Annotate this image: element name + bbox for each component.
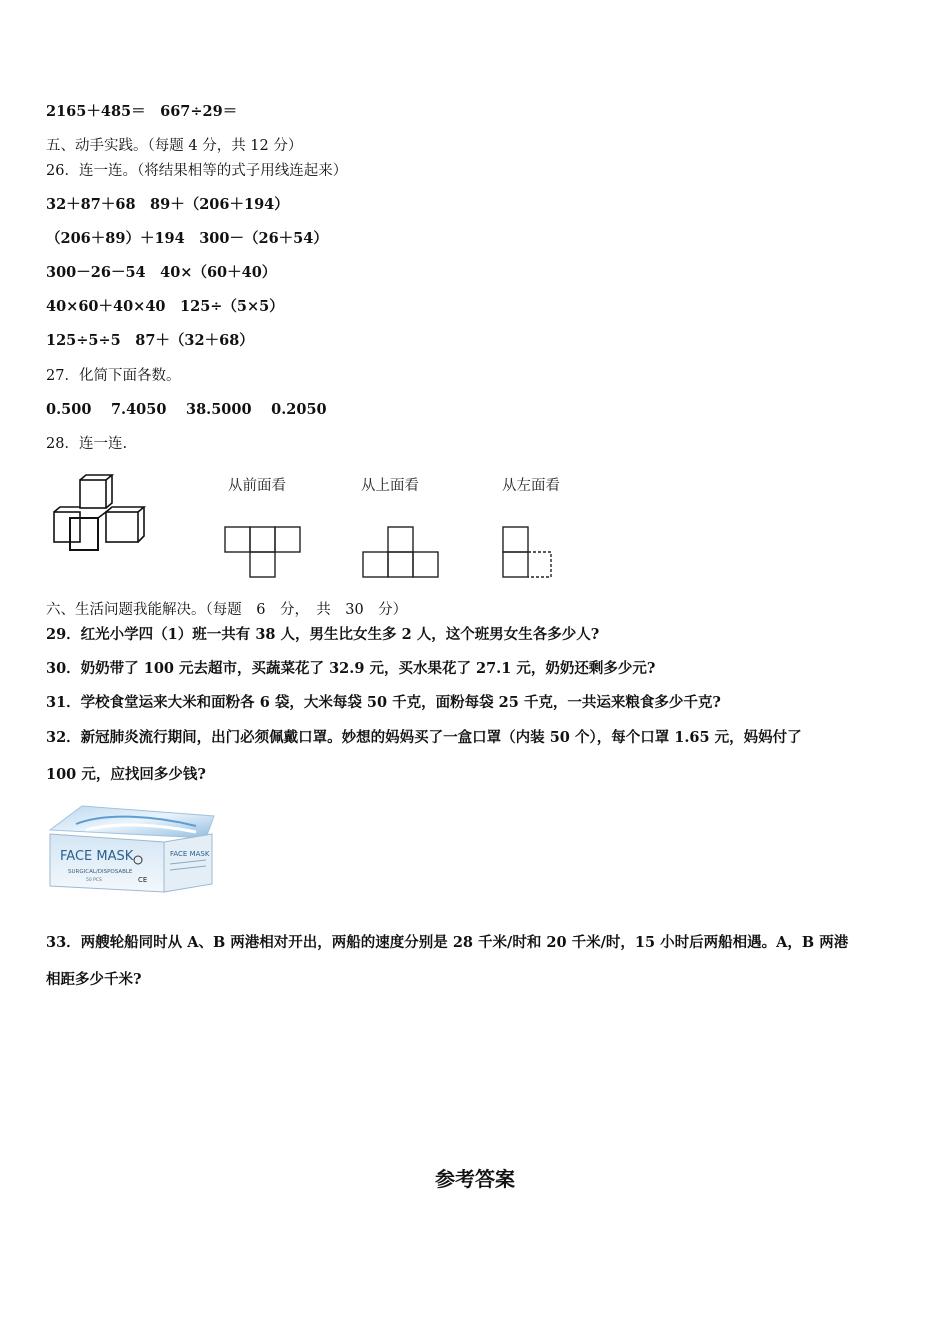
mask-sub-label: SURGICAL/DISPOSABLE — [68, 869, 133, 875]
q27-prompt: 27．化简下面各数。 — [46, 368, 181, 384]
q28-prompt: 28．连一连. — [46, 436, 128, 452]
q27-numbers: 0.500 7.4050 38.5000 0.2050 — [46, 401, 327, 418]
q32-text-line1: 32．新冠肺炎流行期间，出门必须佩戴口罩。妙想的妈妈买了一盒口罩（内装 50 个），每个口罩 1.65 元，妈妈付了 — [46, 729, 802, 746]
calc-line: 2165＋485＝ 667÷29＝ — [46, 103, 238, 120]
left-view-shape — [502, 526, 562, 586]
q33-text-line1: 33．两艘轮船同时从 A、B 两港相对开出，两船的速度分别是 28 千米/时和 20 千米/时，15 小时后两船相遇。A，B 两港 — [46, 934, 849, 951]
view-label-left: 从左面看 — [502, 478, 560, 494]
face-mask-box-image — [46, 802, 218, 910]
q26-row-4: 40×60＋40×40 125÷（5×5） — [46, 298, 284, 315]
top-view-shape — [362, 526, 442, 586]
view-label-front: 从前面看 — [228, 478, 286, 494]
q26-row-2: （206＋89）＋194 300－（26＋54） — [46, 230, 328, 247]
front-view-shape — [224, 526, 304, 586]
section5-heading: 五、动手实践。（每题 4 分，共 12 分） — [46, 138, 303, 154]
mask-count-label: 50 PCS — [86, 878, 102, 883]
view-label-top: 从上面看 — [361, 478, 419, 494]
answers-title: 参考答案 — [435, 1167, 515, 1191]
q33-text-line2: 相距多少千米? — [46, 971, 142, 988]
q31-text: 31．学校食堂运来大米和面粉各 6 袋，大米每袋 50 千克，面粉每袋 25 千克，一共运来粮食多少千克? — [46, 694, 721, 711]
q29-text: 29．红光小学四（1）班一共有 38 人，男生比女生多 2 人，这个班男女生各多少人? — [46, 626, 600, 643]
mask-front-label: FACE MASK — [60, 849, 134, 864]
q26-row-3: 300－26－54 40×（60＋40） — [46, 264, 277, 281]
q26-prompt: 26．连一连。（将结果相等的式子用线连起来） — [46, 163, 348, 179]
q32-text-line2: 100 元，应找回多少钱? — [46, 766, 206, 783]
section6-heading: 六、生活问题我能解决。（每题 6 分， 共 30 分） — [46, 602, 408, 618]
q26-row-5: 125÷5÷5 87＋（32＋68） — [46, 332, 254, 349]
mask-side-label: FACE MASK — [170, 850, 210, 858]
q26-row-1: 32＋87＋68 89＋（206＋194） — [46, 196, 289, 213]
cube-solid-figure — [48, 474, 158, 554]
q30-text: 30．奶奶带了 100 元去超市，买蔬菜花了 32.9 元，买水果花了 27.1 元，奶奶还剩多少元? — [46, 660, 656, 677]
mask-ce-label: CE — [138, 876, 148, 884]
